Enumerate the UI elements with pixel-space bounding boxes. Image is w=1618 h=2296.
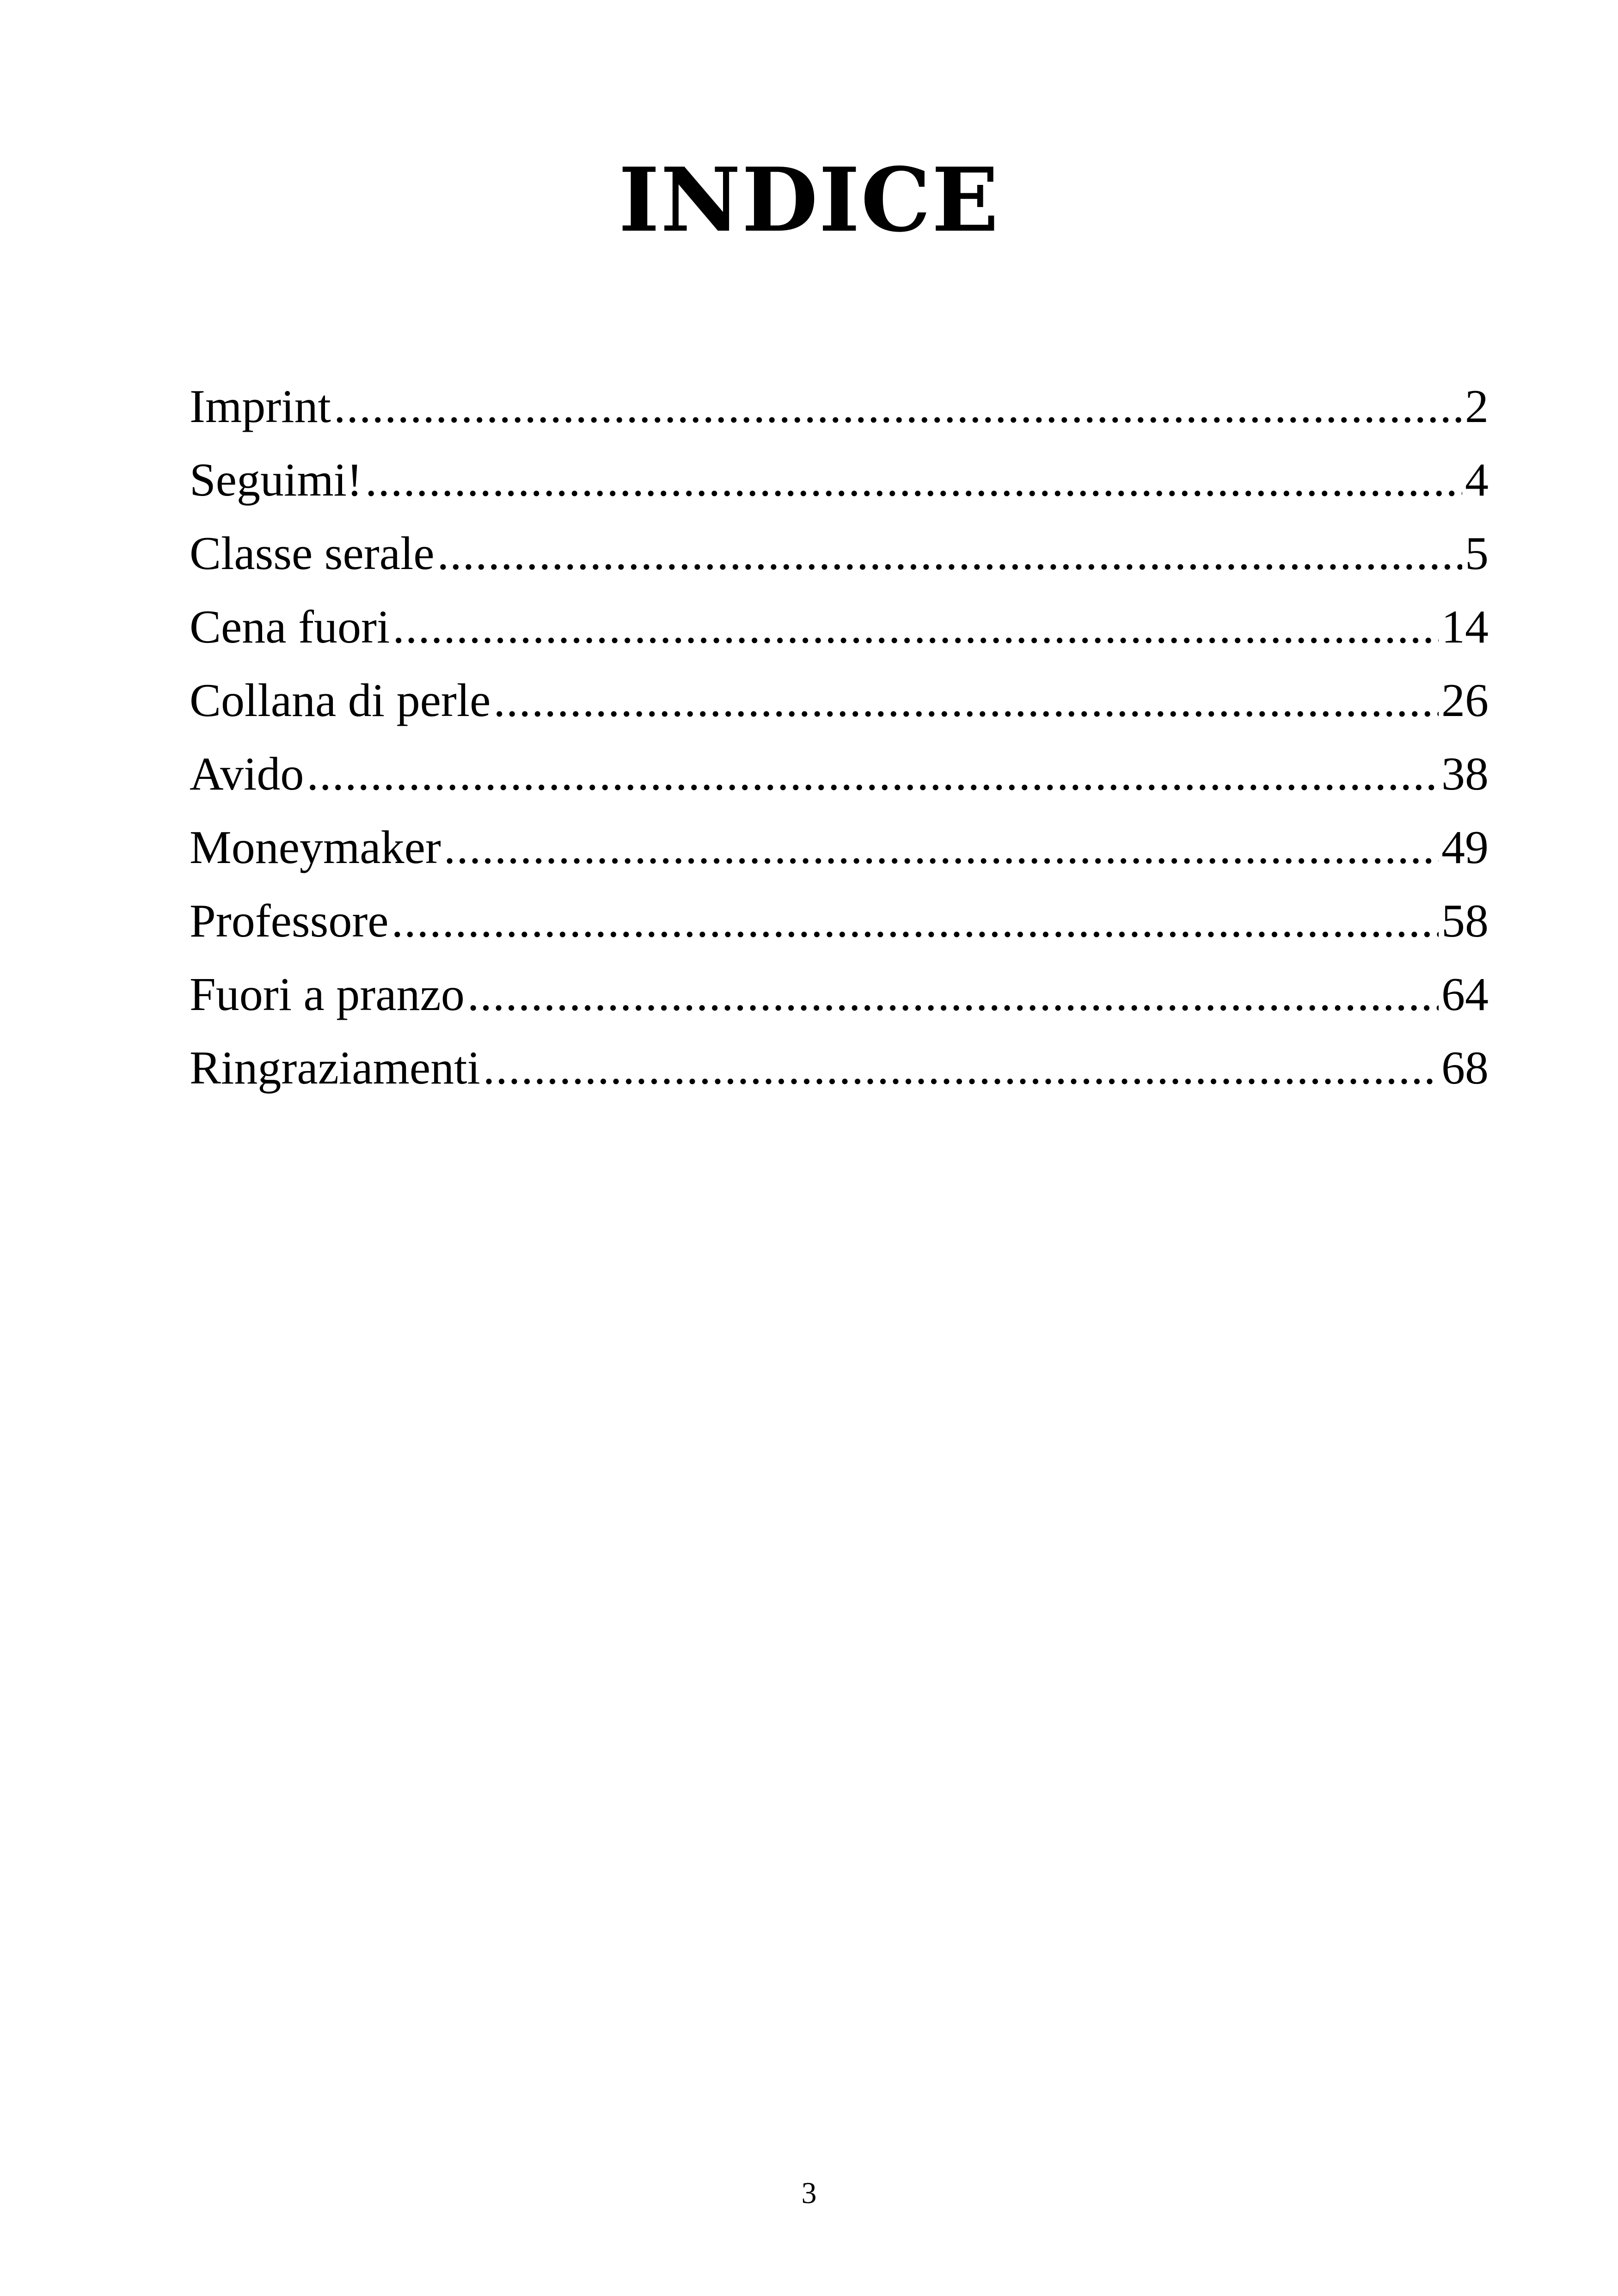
toc-dot-leader: [392, 590, 1439, 664]
toc-entry-title: Moneymaker: [190, 821, 441, 874]
toc-entry-professore[interactable]: [190, 884, 1489, 958]
toc-entry-fuori-a-pranzo[interactable]: [190, 958, 1489, 1031]
toc-dot-leader: [483, 1031, 1439, 1105]
toc-entry-page: 68: [1441, 1042, 1489, 1094]
toc-entry-avido[interactable]: [190, 737, 1489, 811]
toc-dot-leader: [467, 958, 1439, 1031]
toc-entry-title: Fuori a pranzo: [190, 968, 465, 1021]
toc-dot-leader: [365, 443, 1462, 517]
toc-entry-page: 58: [1441, 895, 1489, 947]
toc-dot-leader: [437, 517, 1462, 590]
toc-entry-moneymaker[interactable]: [190, 811, 1489, 884]
toc-entry-title: Professore: [190, 895, 389, 947]
toc-entry-page: 64: [1441, 968, 1489, 1021]
toc-entry-ringraziamenti[interactable]: [190, 1031, 1489, 1105]
toc-entry-page: 2: [1465, 380, 1489, 433]
toc-entry-page: 26: [1441, 674, 1489, 727]
toc-dot-leader: [444, 811, 1439, 884]
toc-entry-title: Collana di perle: [190, 674, 491, 727]
toc-dot-leader: [392, 884, 1439, 958]
table-of-contents: [190, 370, 1489, 1105]
toc-dot-leader: [306, 737, 1439, 811]
toc-entry-collana-di-perle[interactable]: [190, 664, 1489, 737]
page-title: INDICE: [618, 148, 1000, 251]
toc-entry-page: 4: [1465, 454, 1489, 506]
toc-entry-page: 5: [1465, 527, 1489, 580]
toc-entry-page: 38: [1441, 748, 1489, 800]
toc-entry-title: Imprint: [190, 380, 331, 433]
toc-entry-page: 14: [1441, 601, 1489, 653]
page-number: 3: [801, 2176, 817, 2210]
toc-entry-title: Seguimi!: [190, 454, 362, 506]
toc-entry-title: Ringraziamenti: [190, 1042, 480, 1094]
toc-dot-leader: [493, 664, 1439, 737]
toc-entry-page: 49: [1441, 821, 1489, 874]
toc-entry-cena-fuori[interactable]: [190, 590, 1489, 664]
toc-dot-leader: [334, 370, 1462, 443]
toc-entry-title: Classe serale: [190, 527, 435, 580]
toc-entry-title: Cena fuori: [190, 601, 390, 653]
toc-entry-seguimi[interactable]: [190, 443, 1489, 517]
toc-entry-title: Avido: [190, 748, 304, 800]
toc-entry-classe-serale[interactable]: [190, 517, 1489, 590]
toc-entry-imprint[interactable]: [190, 370, 1489, 443]
